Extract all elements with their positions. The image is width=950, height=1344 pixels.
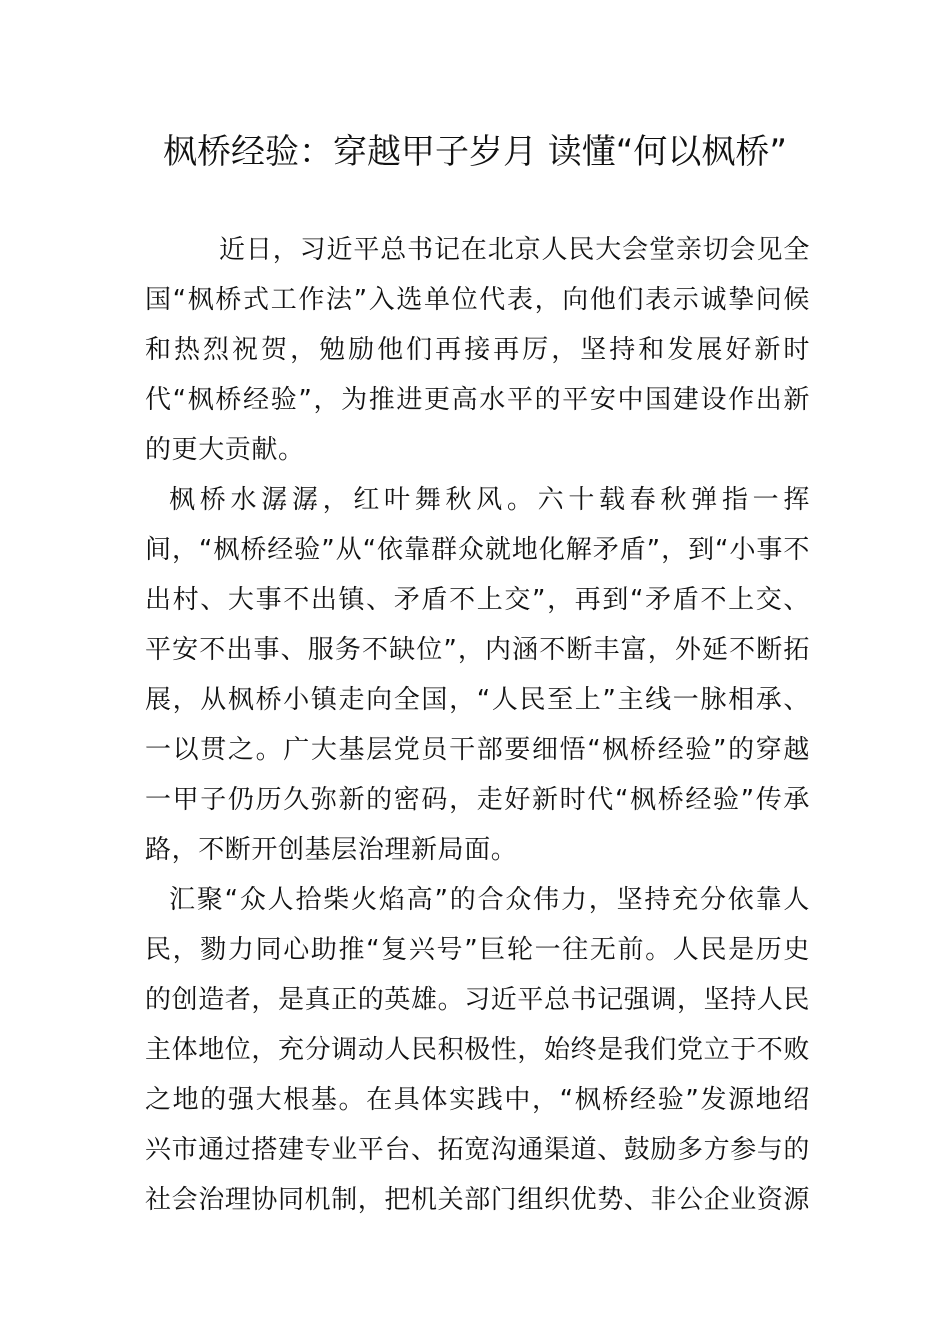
document-body [145, 225, 810, 1225]
paragraph-2: 枫桥水潺潺，红叶舞秋风。六十载春秋弹指一挥间，“枫桥经验”从“依靠群众就地化解矛盾”，到“小事不出村、大事不出镇、矛盾不上交”，再到“矛盾不上交、平安不出事、服务不缺位”，内涵不断丰富，外延不断拓展，从枫桥小镇走向全国，“人民至上”主线一脉相承、一以贯之。广大基层党员干部要细悟“枫桥经验”的穿越一甲子仍历久弥新的密码，走好新时代“枫桥经验”传承路，不断开创基层治理新局面。 [145, 485, 810, 865]
paragraph-1: 近日，习近平总书记在北京人民大会堂亲切会见全国“枫桥式工作法”入选单位代表，向他们表示诚挚问候和热烈祝贺，勉励他们再接再厉，坚持和发展好新时代“枫桥经验”，为推进更高水平的平安中国建设作出新的更大贡献。 [145, 235, 810, 465]
paragraph-3: 汇聚“众人拾柴火焰高”的合众伟力，坚持充分依靠人民，勠力同心助推“复兴号”巨轮一往无前。人民是历史的创造者，是真正的英雄。习近平总书记强调，坚持人民主体地位，充分调动人民积极性，始终是我们党立于不败之地的强大根基。在具体实践中，“枫桥经验”发源地绍兴市通过搭建专业平台、拓宽沟通渠道、鼓励多方参与的社会治理协同机制，把机关部门组织优势、非公企业资源 [145, 885, 811, 1215]
document-title: 枫桥经验：穿越甲子岁月 读懂“何以枫桥” [162, 132, 788, 172]
